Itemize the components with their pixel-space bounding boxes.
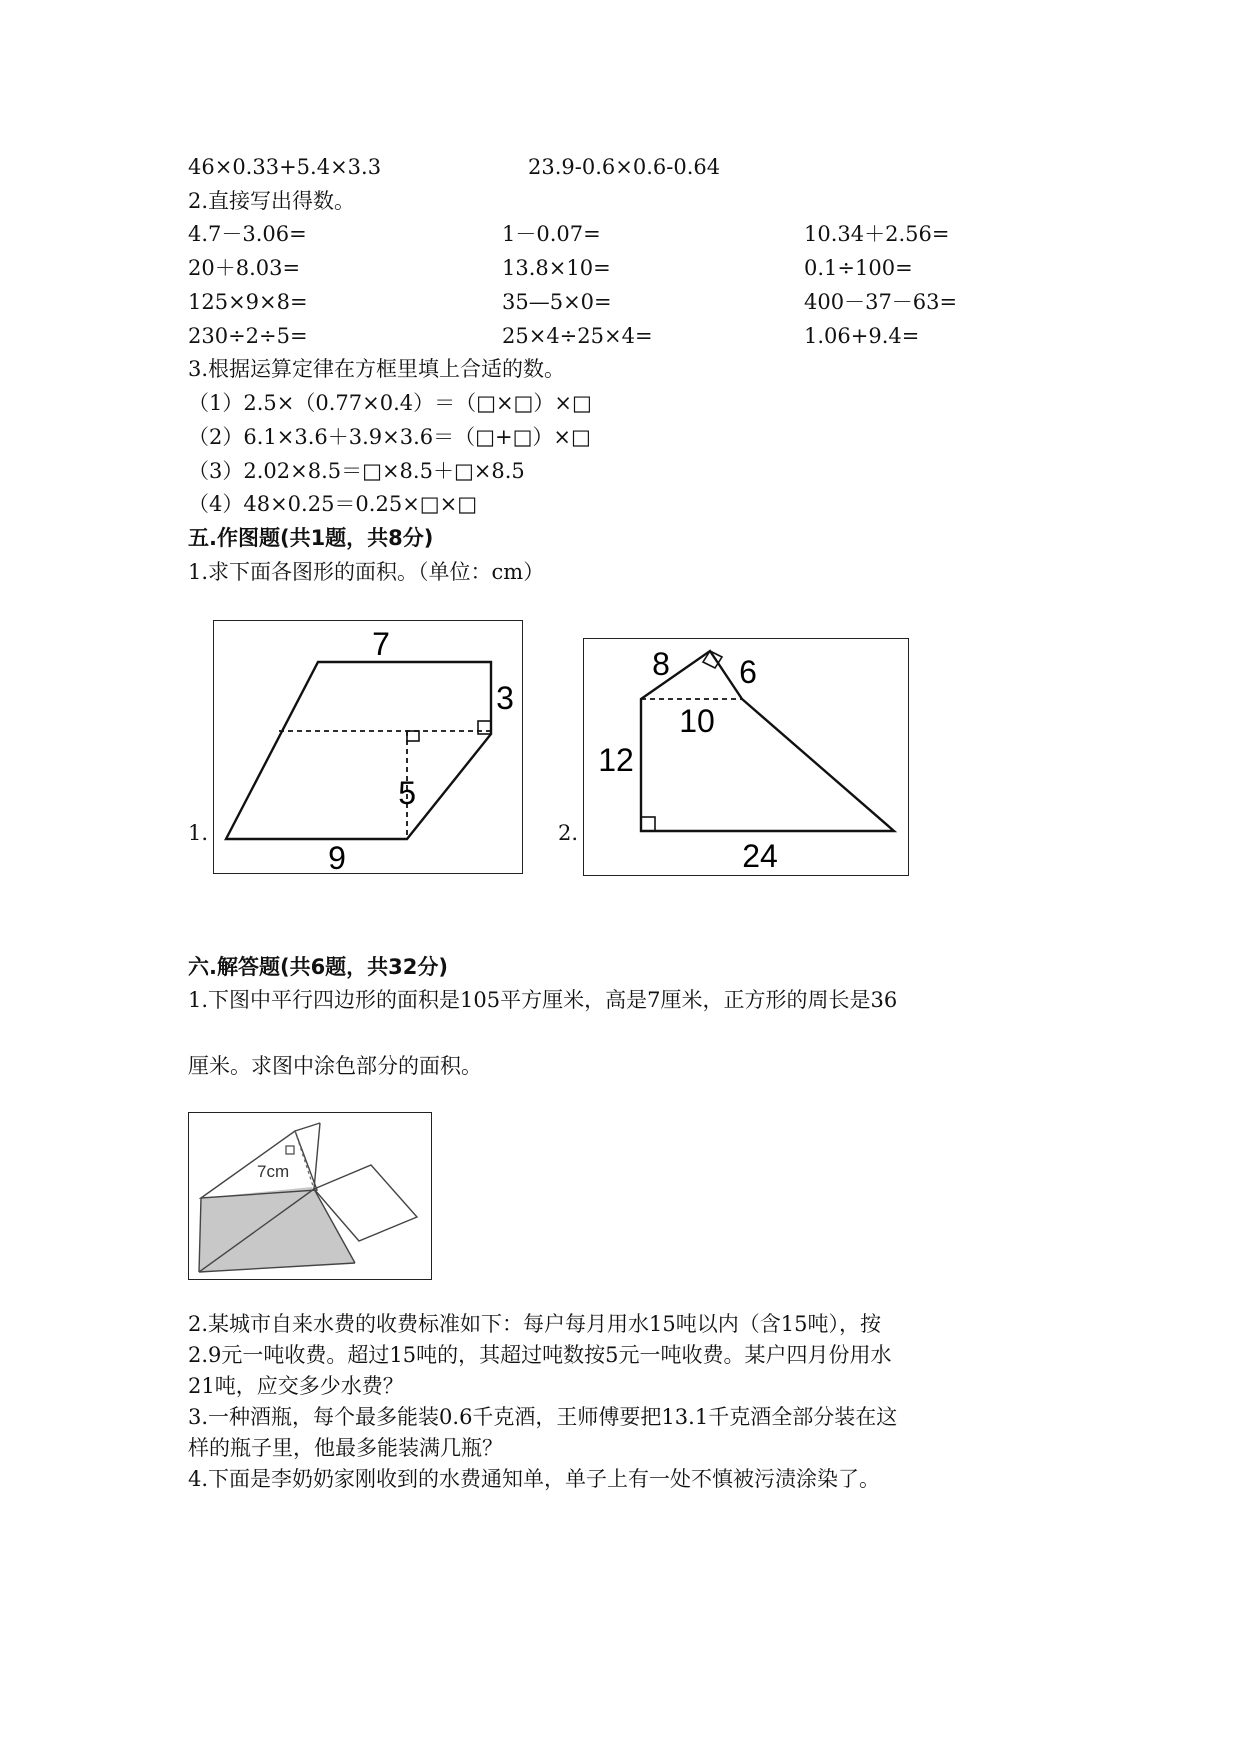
fig1-index: 1. [188,821,209,845]
fig1-side-label: 3 [496,680,514,716]
section6-q3-line2: 样的瓶子里，他最多能装满几瓶？ [188,1436,503,1460]
fig2-a-label: 8 [652,646,670,682]
section6-q2-line1: 2.某城市自来水费的收费标准如下：每户每月用水15吨以内（含15吨），按 [188,1312,881,1336]
q2-r2c3: 0.1÷100= [804,256,913,280]
q3-item-2: （2）6.1×3.6＋3.9×3.6＝（□+□）×□ [188,425,591,449]
q2-r3c3: 400－37－63= [804,290,958,314]
fig2-index: 2. [558,821,579,845]
fig1-height-label: 5 [398,775,416,811]
fig2-b-label: 6 [739,654,757,690]
fig1-bottom-label: 9 [328,840,346,875]
section6-q4: 4.下面是李奶奶家刚收到的水费通知单，单子上有一处不慎被污渍涂染了。 [188,1467,881,1491]
section6-q1-line1: 1.下图中平行四边形的面积是105平方厘米，高是7厘米，正方形的周长是36 [188,988,898,1012]
figure-shaded-area [188,1112,432,1280]
q3-item-3: （3）2.02×8.5＝□×8.5＋□×8.5 [188,459,525,483]
q2-r4c3: 1.06+9.4= [804,324,920,348]
figure-composite [583,638,909,876]
fig2-bottom-label: 24 [742,838,778,874]
q2-r4c1: 230÷2÷5= [188,324,308,348]
q2-r1c1: 4.7－3.06= [188,222,307,246]
section6-q3-line1: 3.一种酒瓶，每个最多能装0.6千克酒，王师傅要把13.1千克酒全部分装在这 [188,1405,898,1429]
q2-title: 2.直接写出得数。 [188,189,356,213]
q3-item-4: （4）48×0.25＝0.25×□×□ [188,492,478,516]
fig2-left-label: 12 [598,742,634,778]
section6-q1-line2: 厘米。求图中涂色部分的面积。 [188,1054,482,1078]
q3-title: 3.根据运算定律在方框里填上合适的数。 [188,357,566,381]
figure-parallelogram [213,620,523,874]
q2-r2c2: 13.8×10= [502,256,611,280]
calc-expression-1: 46×0.33+5.4×3.3 [188,155,382,179]
fig1-top-label: 7 [372,626,390,662]
q2-r3c1: 125×9×8= [188,290,308,314]
q2-r1c3: 10.34＋2.56= [804,222,950,246]
q2-r4c2: 25×4÷25×4= [502,324,653,348]
q2-r1c2: 1－0.07= [502,222,601,246]
fig2-mid-label: 10 [679,703,715,739]
q2-r2c1: 20＋8.03= [188,256,301,280]
section5-heading: 五.作图题(共1题，共8分) [188,526,434,550]
calc-expression-2: 23.9-0.6×0.6-0.64 [528,155,721,179]
q3-item-1: （1）2.5×（0.77×0.4）＝（□×□）×□ [188,391,592,415]
section6-heading: 六.解答题(共6题，共32分) [188,955,449,979]
fig3-height-label: 7cm [257,1162,290,1181]
section5-q1: 1.求下面各图形的面积。（单位：cm） [188,560,545,584]
section6-q2-line2: 2.9元一吨收费。超过15吨的，其超过吨数按5元一吨收费。某户四月份用水 [188,1343,892,1367]
section6-q2-line3: 21吨，应交多少水费？ [188,1374,404,1398]
q2-r3c2: 35—5×0= [502,290,612,314]
